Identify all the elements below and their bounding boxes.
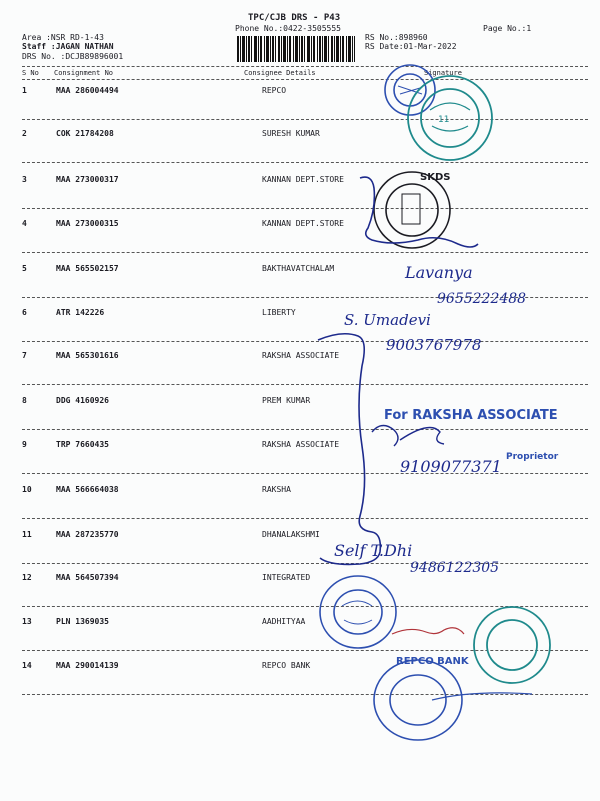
col-signature: Signature xyxy=(424,69,462,77)
table-row xyxy=(0,617,600,661)
col-sno: S No xyxy=(22,69,39,77)
handwritten-phone: 9655222488 xyxy=(437,291,527,307)
row-sno: 12 xyxy=(22,573,32,582)
skds-stamp-text: SKDS xyxy=(420,172,451,183)
table-row xyxy=(0,264,600,308)
row-consignee: RAKSHA xyxy=(262,485,291,494)
row-consignee: SURESH KUMAR xyxy=(262,129,320,138)
area-label: Area :NSR RD-1-43 xyxy=(22,33,104,42)
row-divider xyxy=(22,384,588,385)
row-divider xyxy=(22,341,588,342)
row-consignee: AADHITYAA xyxy=(262,617,306,626)
row-sno: 11 xyxy=(22,530,32,539)
row-consignee: RAKSHA ASSOCIATE xyxy=(262,351,340,360)
phone-number: Phone No.:0422-3505555 xyxy=(235,24,341,33)
row-divider xyxy=(22,252,588,253)
col-consignment: Consignment No xyxy=(54,69,114,77)
drs-number: DRS No. :DCJB89896001 xyxy=(22,52,124,61)
table-row xyxy=(0,661,600,705)
col-consignee: Consignee Details xyxy=(244,69,316,77)
handwritten-name: Lavanya xyxy=(405,263,473,282)
rs-number: RS No.:898960 xyxy=(365,33,428,42)
row-consignee: REPCO xyxy=(262,86,287,95)
row-divider xyxy=(22,119,588,120)
row-consignment: MAA 286004494 xyxy=(56,86,119,95)
row-divider xyxy=(22,650,588,651)
row-sno: 3 xyxy=(22,175,27,184)
row-consignment: MAA 273000317 xyxy=(56,175,119,184)
table-row xyxy=(0,129,600,173)
row-sno: 9 xyxy=(22,440,27,449)
row-consignment: MAA 290014139 xyxy=(56,661,119,670)
row-consignment: MAA 273000315 xyxy=(56,219,119,228)
table-row xyxy=(0,573,600,617)
row-consignment: PLN 1369035 xyxy=(56,617,109,626)
row-consignment: TRP 7660435 xyxy=(56,440,109,449)
row-consignment: DDG 4160926 xyxy=(56,396,109,405)
row-sno: 8 xyxy=(22,396,27,405)
raksha-stamp-text: For RAKSHA ASSOCIATE xyxy=(384,408,558,423)
row-consignment: MAA 565301616 xyxy=(56,351,119,360)
handwritten-phone: 9486122305 xyxy=(410,560,500,576)
row-sno: 7 xyxy=(22,351,27,360)
table-row xyxy=(0,351,600,395)
row-consignment: MAA 564507394 xyxy=(56,573,119,582)
table-row xyxy=(0,440,600,484)
row-sno: 4 xyxy=(22,219,27,228)
row-sno: 13 xyxy=(22,617,32,626)
row-divider xyxy=(22,563,588,564)
header-divider xyxy=(22,66,588,67)
table-row xyxy=(0,530,600,574)
column-header-divider xyxy=(22,79,588,80)
sheet-title: TPC/CJB DRS - P43 xyxy=(248,13,341,23)
table-row xyxy=(0,175,600,219)
row-consignee: RAKSHA ASSOCIATE xyxy=(262,440,340,449)
row-sno: 10 xyxy=(22,485,32,494)
row-sno: 6 xyxy=(22,308,27,317)
barcode xyxy=(237,36,355,62)
svg-text:11: 11 xyxy=(438,115,450,125)
row-consignment: MAA 566664038 xyxy=(56,485,119,494)
row-sno: 2 xyxy=(22,129,27,138)
handwritten-name: S. Umadevi xyxy=(344,311,431,329)
row-consignment: COK 21784208 xyxy=(56,129,114,138)
table-row xyxy=(0,86,600,130)
handwritten-phone: 9003767978 xyxy=(386,336,482,354)
row-sno: 14 xyxy=(22,661,32,670)
row-consignee: KANNAN DEPT.STORE xyxy=(262,219,344,228)
row-divider xyxy=(22,606,588,607)
table-row xyxy=(0,485,600,529)
rs-date: RS Date:01-Mar-2022 xyxy=(365,42,457,51)
proprietor-label: Proprietor xyxy=(506,452,559,462)
staff-label: Staff :JAGAN NATHAN xyxy=(22,42,114,51)
row-divider xyxy=(22,208,588,209)
row-divider xyxy=(22,473,588,474)
row-sno: 1 xyxy=(22,86,27,95)
row-consignment: MAA 287235770 xyxy=(56,530,119,539)
row-consignee: REPCO BANK xyxy=(262,661,311,670)
row-sno: 5 xyxy=(22,264,27,273)
row-consignee: KANNAN DEPT.STORE xyxy=(262,175,344,184)
row-consignee: PREM KUMAR xyxy=(262,396,311,405)
row-consignee: INTEGRATED xyxy=(262,573,311,582)
row-divider xyxy=(22,694,588,695)
table-row xyxy=(0,308,600,352)
page-number: Page No.:1 xyxy=(483,24,532,33)
row-consignment: ATR 142226 xyxy=(56,308,105,317)
handwritten-name: Self T.Dhi xyxy=(334,541,413,560)
repco-stamp-text: REPCO BANK xyxy=(396,656,469,667)
table-row xyxy=(0,219,600,263)
row-consignee: DHANALAKSHMI xyxy=(262,530,320,539)
row-consignment: MAA 565502157 xyxy=(56,264,119,273)
row-divider xyxy=(22,518,588,519)
row-divider xyxy=(22,297,588,298)
handwritten-phone: 9109077371 xyxy=(400,457,502,476)
row-divider xyxy=(22,162,588,163)
row-consignee: BAKTHAVATCHALAM xyxy=(262,264,335,273)
row-consignee: LIBERTY xyxy=(262,308,296,317)
table-row xyxy=(0,396,600,440)
row-divider xyxy=(22,429,588,430)
